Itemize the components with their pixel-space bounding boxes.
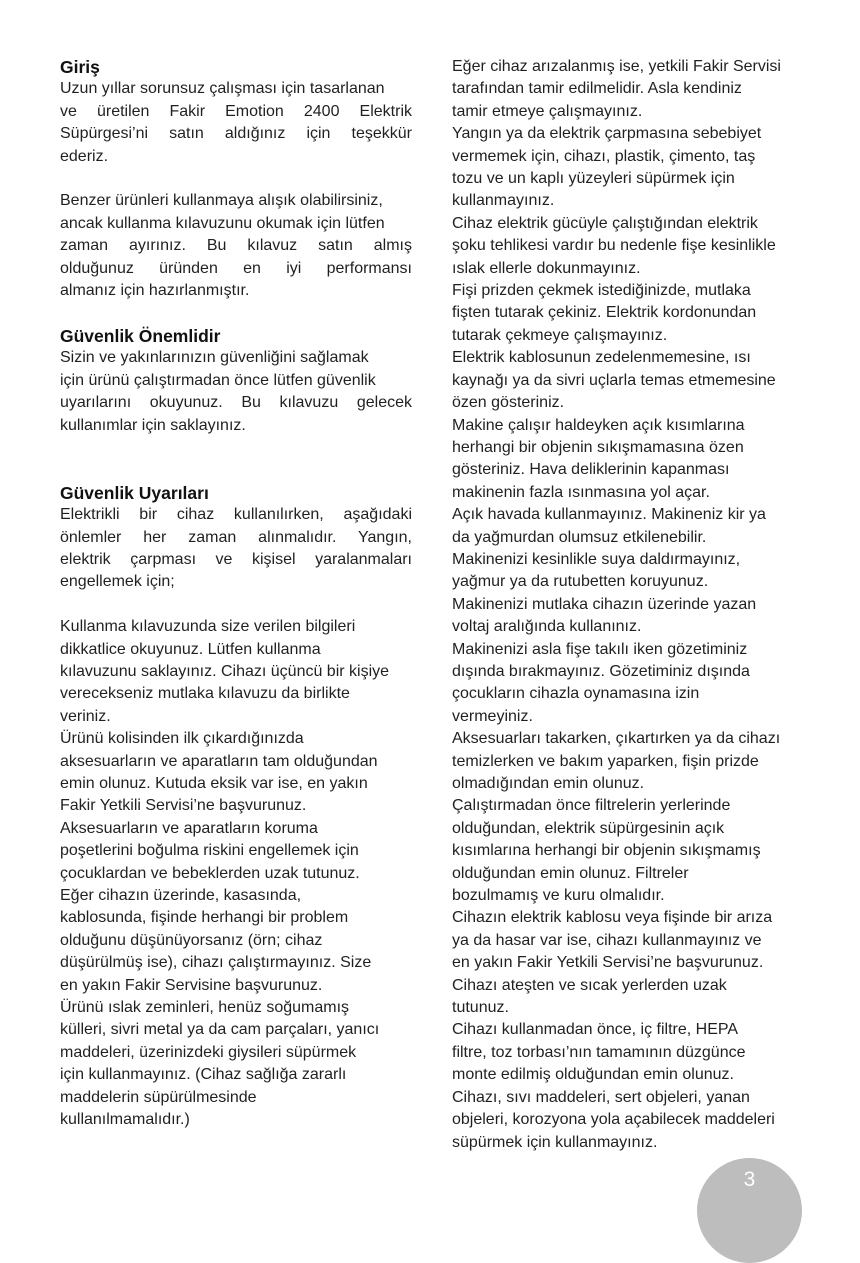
text-line: için kullanmayınız. (Cihaz sağlığa zararlı — [60, 1066, 347, 1084]
text-line: olduğunuz üründen en iyi performansı — [60, 259, 412, 277]
text-line: monte edilmiş olduğundan emin olunuz. — [452, 1066, 734, 1084]
text-line: emin olunuz. Kutuda eksik var ise, en yakın — [60, 775, 368, 792]
text-line: Cihaz elektrik gücüyle çalıştığından elektrik — [452, 214, 758, 232]
text-line: olduğundan, elektrik süpürgesinin açık — [452, 819, 725, 837]
text-line: külleri, sivri metal ya da cam parçaları, yanıcı — [60, 1021, 380, 1039]
text-line: kablosunda, fişinde herhangi bir problem — [60, 909, 349, 927]
blank-line — [60, 459, 412, 481]
text-line: ıslak ellerle dokunmayınız. — [452, 259, 641, 277]
text-line: Makinenizi kesinlikle suya daldırmayınız, — [452, 550, 741, 568]
text-line: kaynağı ya da sivri uçlarla temas etmemesine — [452, 371, 776, 389]
text-line: ve üretilen Fakir Emotion 2400 Elektrik — [60, 102, 412, 120]
text-line: olduğundan emin olunuz. Filtreler — [452, 864, 689, 882]
section-heading: Giriş — [60, 57, 100, 77]
text-line: Kullanma kılavuzunda size verilen bilgileri — [60, 618, 356, 636]
text-line: Aksesuarları takarken, çıkartırken ya da cihazı — [452, 730, 781, 748]
text-line: ederiz. — [60, 147, 109, 165]
text-line: Açık havada kullanmayınız. Makineniz kir ya — [452, 506, 766, 524]
text-line: Makinenizi asla fişe takılı iken gözetiminiz — [452, 640, 748, 658]
text-line: zaman ayırınız. Bu kılavuz satın almış — [60, 237, 412, 255]
text-line: Ürünü kolisinden ilk çıkardığınızda — [60, 730, 304, 748]
text-line: Cihazı ateşten ve sıcak yerlerden uzak — [452, 976, 727, 994]
text-line: yağmur ya da rutubetten koruyunuz. — [452, 573, 709, 591]
text-line: düşürülmüş ise), cihazı çalıştırmayınız. Size — [60, 954, 372, 972]
text-line: vermeyiniz. — [452, 707, 533, 725]
section-heading: Güvenlik Uyarıları — [60, 482, 209, 503]
text-line: verecekseniz mutlaka kılavuzu da birlikte — [60, 685, 350, 703]
text-line: Eğer cihazın üzerinde, kasasında, — [60, 887, 302, 905]
text-line: tozu ve un kaplı yüzeyleri süpürmek için — [452, 170, 735, 188]
text-line: Elektrik kablosunun zedelenmemesine, ısı — [452, 349, 751, 367]
text-line: Elektrikli bir cihaz kullanılırken, aşağıdaki — [60, 506, 412, 524]
text-line: en yakın Fakir Yetkili Servisi’ne başvurunuz. — [452, 954, 764, 972]
section-heading: Güvenlik Önemlidir — [60, 325, 221, 346]
text-line: almanız için hazırlanmıştır. — [60, 282, 250, 300]
page-number-badge — [697, 1158, 802, 1263]
text-line: olmadığından emin olunuz. — [452, 775, 645, 792]
text-line: tarafından tamir edilmelidir. Asla kendiniz — [452, 80, 742, 98]
text-line: da yağmurdan olumsuz etkilenebilir. — [452, 528, 707, 546]
text-line: Ürünü ıslak zeminleri, henüz soğumamış — [60, 999, 350, 1017]
text-line: objeleri, korozyona yola açabilecek maddeleri — [452, 1111, 775, 1129]
text-line: gösteriniz. Hava deliklerinin kapanması — [452, 461, 730, 479]
text-line: Fişi prizden çekmek istediğinizde, mutlaka — [452, 282, 751, 300]
blank-line — [60, 594, 412, 616]
text-line: filtre, toz torbası’nın tamamının düzgünce — [452, 1043, 746, 1061]
text-line: Çalıştırmadan önce filtrelerin yerlerinde — [452, 797, 731, 815]
text-line: Makinenizi mutlaka cihazın üzerinde yazan — [452, 595, 757, 613]
text-line: Uzun yıllar sorunsuz çalışması için tasarlanan — [60, 80, 385, 98]
text-line: Benzer ürünleri kullanmaya alışık olabilirsiniz, — [60, 192, 383, 210]
text-line: fişten tutarak çekiniz. Elektrik kordonundan — [452, 304, 757, 322]
text-line: veriniz. — [60, 707, 111, 725]
blank-line — [60, 168, 412, 190]
page-number: 3 — [743, 1168, 756, 1191]
text-line: Cihazı, sıvı maddeleri, sert objeleri, yanan — [452, 1088, 750, 1106]
text-line: önlemler her zaman alınmalıdır. Yangın, — [60, 528, 412, 546]
text-line: Makine çalışır haldeyken açık kısımlarına — [452, 416, 745, 434]
text-line: kullanmayınız. — [452, 192, 555, 210]
text-line: Yangın ya da elektrik çarpmasına sebebiyet — [452, 125, 762, 143]
text-line: Aksesuarların ve aparatların koruma — [60, 819, 318, 837]
text-line: Fakir Yetkili Servisi’ne başvurunuz. — [60, 797, 307, 815]
text-line: şoku tehlikesi vardır bu nedenle fişe kesinlikle — [452, 237, 776, 255]
text-line: tutunuz. — [452, 999, 509, 1017]
text-line: kısımlarına herhangi bir objenin sıkışmamış — [452, 842, 761, 860]
text-line: makinenin fazla ısınmasına yol açar. — [452, 483, 710, 501]
blank-line — [60, 302, 412, 324]
text-line: süpürmek için kullanmayınız. — [452, 1133, 658, 1151]
text-line: engellemek için; — [60, 573, 175, 591]
right-column — [452, 56, 801, 1154]
text-line: özen gösteriniz. — [452, 394, 565, 412]
text-line: herhangi bir objenin sıkışmamasına özen — [452, 438, 744, 456]
text-line: ya da hasar var ise, cihazı kullanmayınız ve — [452, 931, 762, 949]
text-line: ancak kullanma kılavuzunu okumak için lütfen — [60, 214, 385, 232]
text-line: en yakın Fakir Servisine başvurunuz. — [60, 976, 323, 994]
text-line: Sizin ve yakınlarınızın güvenliğini sağlamak — [60, 349, 369, 367]
left-column — [60, 56, 412, 1132]
text-line: elektrik çarpması ve kişisel yaralanmaları — [60, 550, 412, 568]
text-line: kullanılmamalıdır.) — [60, 1111, 190, 1129]
text-line: Süpürgesi’ni satın aldığınız için teşekkür — [60, 125, 412, 143]
text-line: temizlerken ve bakım yaparken, fişin prizde — [452, 752, 759, 770]
text-line: maddelerin süpürülmesinde — [60, 1088, 257, 1106]
text-line: vermemek için, cihazı, plastik, çimento, taş — [452, 147, 756, 165]
text-line: tutarak çekmeye çalışmayınız. — [452, 326, 668, 344]
text-line: Eğer cihaz arızalanmış ise, yetkili Fakir Servisi — [452, 58, 781, 75]
text-line: Cihazın elektrik kablosu veya fişinde bir arıza — [452, 909, 773, 927]
text-line: çocukların cihazla oynamasına izin — [452, 685, 700, 703]
text-line: dikkatlice okuyunuz. Lütfen kullanma — [60, 640, 321, 658]
text-line: bozulmamış ve kuru olmalıdır. — [452, 887, 665, 905]
text-line: uyarılarını okuyunuz. Bu kılavuzu gelecek — [60, 394, 412, 412]
text-line: olduğunu düşünüyorsanız (örn; cihaz — [60, 931, 323, 949]
text-line: aksesuarların ve aparatların tam olduğundan — [60, 752, 378, 770]
blank-line — [60, 437, 412, 459]
text-line: Cihazı kullanmadan önce, iç filtre, HEPA — [452, 1021, 739, 1039]
text-line: dışında bırakmayınız. Gözetiminiz dışında — [452, 662, 750, 680]
text-line: kullanımlar için saklayınız. — [60, 416, 246, 434]
text-line: poşetlerini boğulma riskini engellemek için — [60, 842, 359, 860]
text-line: maddeleri, üzerinizdeki giysileri süpürmek — [60, 1043, 357, 1061]
text-line: çocuklardan ve bebeklerden uzak tutunuz. — [60, 864, 360, 882]
text-line: için ürünü çalıştırmadan önce lütfen güvenlik — [60, 371, 376, 389]
text-line: kılavuzunu saklayınız. Cihazı üçüncü bir kişiye — [60, 662, 390, 680]
text-line: tamir etmeye çalışmayınız. — [452, 102, 643, 120]
text-line: voltaj aralığında kullanınız. — [452, 618, 642, 636]
